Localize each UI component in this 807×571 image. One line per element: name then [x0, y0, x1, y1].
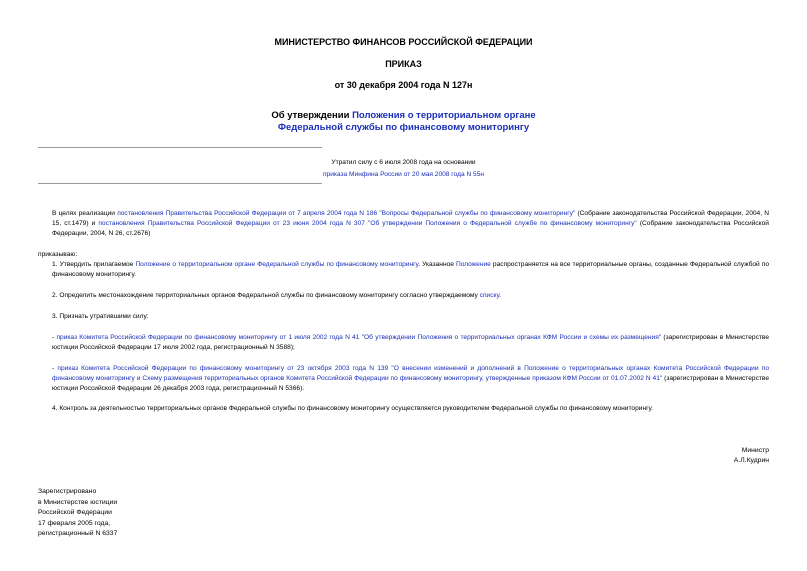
text-segment: . [499, 292, 501, 299]
title-link-2[interactable]: Федеральной службы по финансовому мониторингу [277, 122, 530, 133]
paragraph-item-2 [38, 291, 769, 301]
text-segment: (зарегистрирован в Министерстве юстиции Российской Федерации 26 декабря 2003 года, регистрационный N 5366). [52, 375, 769, 393]
status-note [0, 157, 807, 181]
paragraph-item-4: 4. Контроль за деятельностью территориальных органов Федеральной службы по финансовому мониторингу осуществляется руководителем Федеральной службы по финансовому мониторингу. [52, 405, 653, 412]
status-note-text: Утратил силу с 6 июля 2008 года на основании [331, 159, 476, 166]
registration-line: в Министерстве юстиции [38, 498, 118, 506]
paragraph-preamble [38, 209, 769, 240]
text-segment: (зарегистрирован в Министерстве юстиции Российской Федерации 17 июля 2002 года, регистрационный N 3588); [52, 334, 769, 352]
text-segment: 1. Утвердить прилагаемое [52, 261, 136, 268]
registration-line: 17 февраля 2005 года, [38, 519, 111, 527]
link-list[interactable]: списку [479, 292, 500, 299]
order-word: приказываю: [38, 251, 78, 258]
link-order-41[interactable]: приказ Комитета Российской Федерации по финансовому мониторингу от 1 июля 2002 года N 41 "Об утверждении Положения о территориальных органах КФМ России и схемы их размещения" [56, 334, 662, 341]
title-link-1[interactable]: Положения о территориальном органе [352, 110, 536, 121]
link-regulation-short[interactable]: Положение [456, 261, 491, 268]
link-decree-186[interactable]: постановления Правительства Российской Федерации от 7 апреля 2004 года N 186 "Вопросы Федеральной службы по финансовому мониторингу" [117, 210, 576, 217]
signatory-name: А.Л.Кудрин [733, 457, 769, 464]
status-note-link[interactable]: приказа Минфина России от 20 мая 2008 года N 55н [322, 171, 485, 178]
paragraph-repeal-2 [38, 364, 769, 395]
paragraph-repeal-1 [38, 333, 769, 353]
doc-type-heading: ПРИКАЗ [385, 59, 422, 69]
text-segment: В целях реализации [52, 210, 118, 217]
paragraph-item-1 [38, 260, 769, 280]
divider-bottom [38, 183, 322, 184]
text-segment: - [52, 365, 58, 372]
text-segment: (Собрание законодательства Российской Федерации, 2004, N 26, ст.2676) [52, 220, 769, 238]
registration-block [38, 487, 117, 540]
link-regulation[interactable]: Положение о территориальном органе Федеральной службы по финансовому мониторингу [135, 261, 419, 268]
text-segment: - [52, 334, 57, 341]
text-segment: (Собрание законодательства Российской Федерации, 2004, N 15, ст.1479) и [52, 210, 770, 228]
text-segment: 2. Определить местонахождение территориальных органов Федеральной службы по финансовому мониторингу согласно утверждаемому [52, 292, 480, 299]
divider-top [38, 147, 322, 148]
signature-block [734, 446, 769, 466]
title-prefix: Об утверждении [271, 110, 353, 121]
link-decree-307[interactable]: постановления Правительства Российской Федерации от 23 июня 2004 года N 307 "Об утверждении Положения о Федеральной службе по финансовому мониторингу" [98, 220, 637, 228]
order-date-line: от 30 декабря 2004 года N 127н [334, 80, 473, 90]
paragraph-item-3: 3. Признать утратившими силу: [52, 313, 149, 320]
text-segment: . Указанное [418, 261, 456, 268]
signatory-position: Министр [741, 447, 769, 454]
text-segment: распространяется на все территориальные органы, созданные Федеральной службой по финансовому мониторингу. [52, 261, 770, 279]
registration-line: Российской Федерации [38, 509, 112, 517]
registration-line: Зарегистрировано [38, 488, 97, 495]
ministry-heading: МИНИСТЕРСТВО ФИНАНСОВ РОССИЙСКОЙ ФЕДЕРАЦИИ [274, 37, 533, 47]
link-order-139[interactable]: приказ Комитета Российской Федерации по финансовому мониторингу от 23 октября 2003 года N 139 "О внесении изменений и дополнений в Положение о территориальных органах Комитета Российской Федерации по финансовому мониторингу и Схему размещения территориальных органов Комитета Российской Федерации по финансовому мониторингу, утвержденные приказом КФМ России от 01.07.2002 N 41" [52, 365, 769, 383]
registration-line: регистрационный N 6337 [38, 530, 118, 538]
document-title [0, 110, 807, 134]
